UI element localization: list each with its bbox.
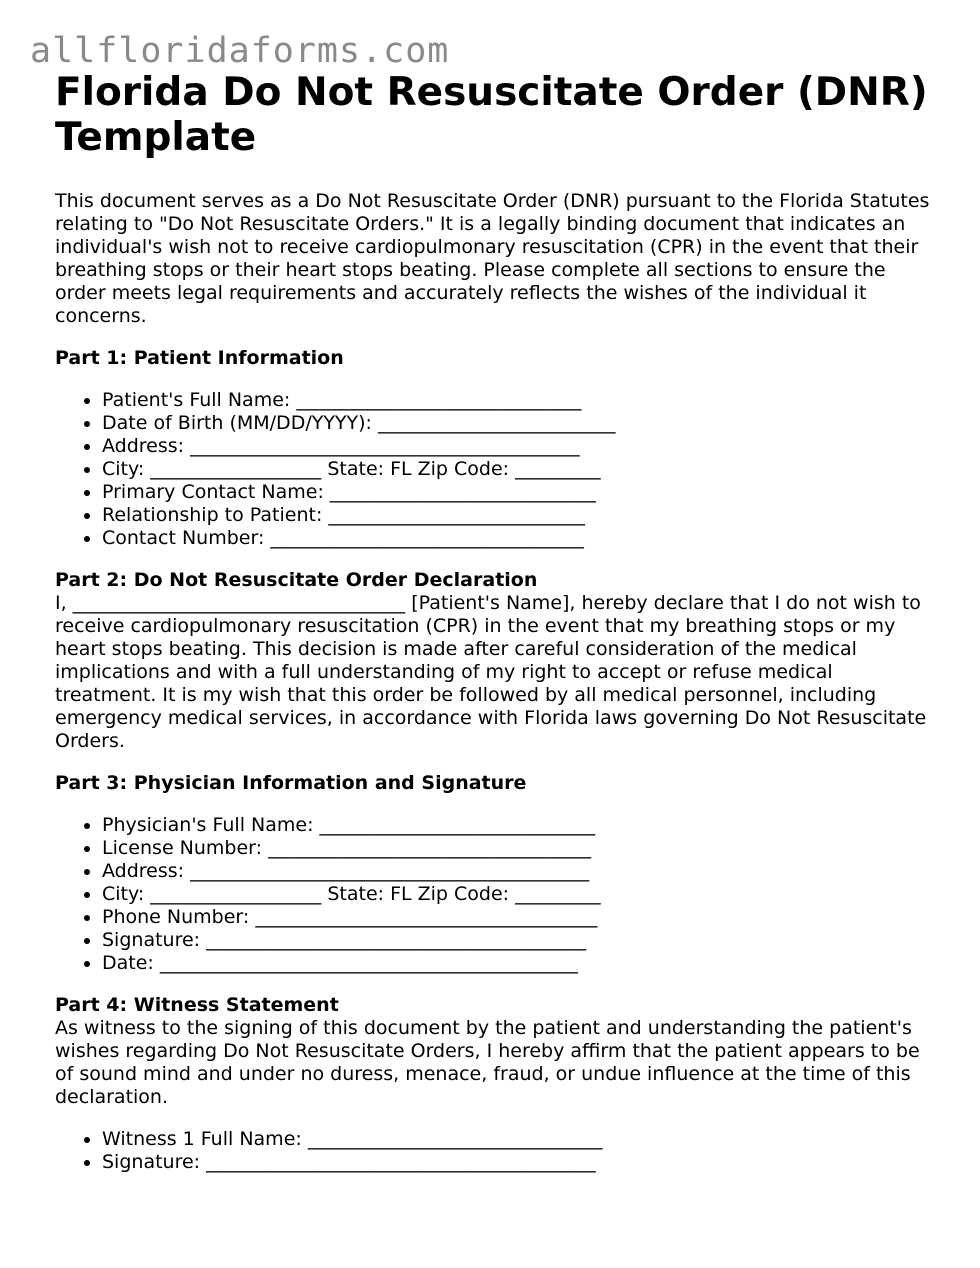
physician-name-field: Physician's Full Name: _____________________________ [102, 814, 935, 837]
primary-contact-field: Primary Contact Name: ____________________________ [102, 481, 935, 504]
document-body [55, 70, 935, 1174]
patient-info-list [55, 389, 935, 550]
part3-heading: Part 3: Physician Information and Signature [55, 772, 527, 794]
witness-statement-paragraph: As witness to the signing of this document by the patient and understanding the patient's wishes regarding Do Not Resuscitate Orders, I hereby affirm that the patient appears to be of sound mind and under no duress, menace, fraud, or undue influence at the time of this declaration. [55, 1017, 920, 1108]
phone-number-field: Phone Number: ____________________________________ [102, 906, 935, 929]
intro-paragraph: This document serves as a Do Not Resuscitate Order (DNR) pursuant to the Florida Statutes relating to "Do Not Resuscitate Orders." It is a legally binding document that indicates an individual's wish not to receive cardiopulmonary resuscitation (CPR) in the event that their breathing stops or their heart stops beating. Please complete all sections to ensure the order meets legal requirements and accurately reflects the wishes of the individual it concerns. [55, 190, 930, 327]
relationship-field: Relationship to Patient: ___________________________ [102, 504, 935, 527]
license-number-field: License Number: __________________________________ [102, 837, 935, 860]
part1-heading: Part 1: Patient Information [55, 347, 344, 369]
dob-field: Date of Birth (MM/DD/YYYY): _________________________ [102, 412, 935, 435]
document-title: Florida Do Not Resuscitate Order (DNR) Template [55, 70, 928, 160]
patient-city-state-zip-field: City: __________________ State: FL Zip Code: _________ [102, 458, 935, 481]
witness-info-list [55, 1128, 935, 1174]
patient-address-field: Address: _________________________________________ [102, 435, 935, 458]
physician-date-field: Date: ____________________________________________ [102, 952, 935, 975]
witness-signature-field: Signature: _________________________________________ [102, 1151, 935, 1174]
patient-name-field: Patient's Full Name: ______________________________ [102, 389, 935, 412]
contact-number-field: Contact Number: _________________________________ [102, 527, 935, 550]
witness-name-field: Witness 1 Full Name: _______________________________ [102, 1128, 935, 1151]
physician-signature-field: Signature: ________________________________________ [102, 929, 935, 952]
physician-address-field: Address: __________________________________________ [102, 860, 935, 883]
site-watermark: allfloridaforms.com [30, 31, 450, 71]
declaration-paragraph: I, ___________________________________ [Patient's Name], hereby declare that I do not wish to receive cardiopulmonary resuscitation (CPR) in the event that my breathing stops or my heart stops beating. This decision is made after careful consideration of the medical implications and with a full understanding of my right to accept or refuse medical treatment. It is my wish that this order be followed by all medical personnel, including emergency medical services, in accordance with Florida laws governing Do Not Resuscitate Orders. [55, 592, 927, 752]
part4-heading: Part 4: Witness Statement [55, 994, 339, 1016]
physician-city-state-zip-field: City: __________________ State: FL Zip Code: _________ [102, 883, 935, 906]
physician-info-list [55, 814, 935, 975]
part2-heading: Part 2: Do Not Resuscitate Order Declaration [55, 569, 538, 591]
